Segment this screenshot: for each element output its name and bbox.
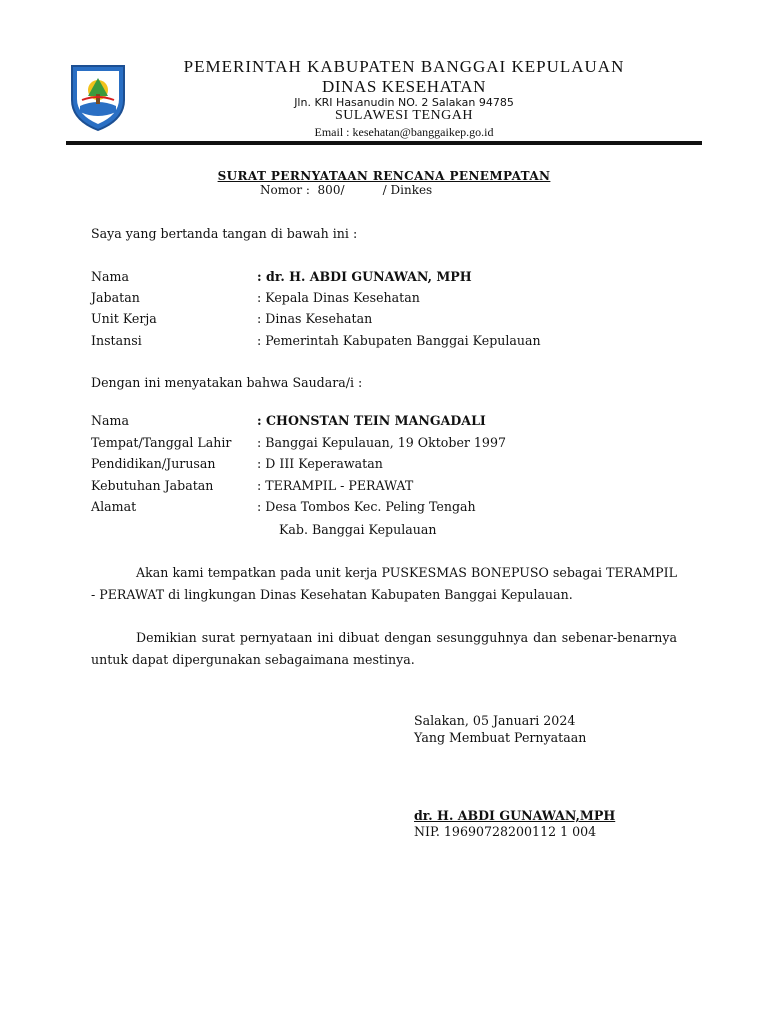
signer-name: dr. H. ABDI GUNAWAN,MPH: [414, 808, 616, 823]
document-number: Nomor : 800/ / Dinkes: [260, 183, 433, 197]
address-continuation: Kab. Banggai Kepulauan: [279, 522, 437, 537]
letterhead-government: PEMERINTAH KABUPATEN BANGGAI KEPULAUAN: [183, 57, 625, 76]
field-label: Alamat: [91, 499, 137, 514]
field-label: Nama: [91, 269, 129, 284]
letterhead-province: SULAWESI TENGAH: [335, 108, 473, 123]
letterhead-email: Email : kesehatan@banggaikep.go.id: [314, 125, 494, 139]
letterhead-address: Jln. KRI Hasanudin NO. 2 Salakan 94785: [294, 96, 514, 109]
field-label: Instansi: [91, 333, 142, 348]
signer-nip: NIP. 19690728200112 1 004: [414, 824, 597, 839]
field-label: Jabatan: [91, 290, 140, 305]
signer-role: Yang Membuat Pernyataan: [414, 730, 587, 745]
field-value: : Banggai Kepulauan, 19 Oktober 1997: [257, 435, 506, 450]
opening-sentence: Saya yang bertanda tangan di bawah ini :: [91, 226, 358, 241]
letterhead-divider: [66, 141, 702, 145]
place-date: Salakan, 05 Januari 2024: [414, 713, 576, 728]
field-value: : TERAMPIL - PERAWAT: [257, 478, 414, 493]
field-value: : D III Keperawatan: [257, 456, 383, 471]
field-label: Nama: [91, 413, 129, 428]
placement-paragraph: Akan kami tempatkan pada unit kerja PUSKESMAS BONEPUSO sebagai TERAMPIL - PERAWAT di lingkungan Dinas Kesehatan Kabupaten Banggai Kepulauan.: [91, 565, 677, 602]
closing-paragraph: Demikian surat pernyataan ini dibuat dengan sesungguhnya dan sebenar-benarnya untuk dapat dipergunakan sebagaimana mestinya.: [91, 630, 677, 667]
letterhead: [0, 0, 768, 150]
field-value: : Desa Tombos Kec. Peling Tengah: [257, 499, 476, 514]
field-label: Unit Kerja: [91, 311, 157, 326]
statement-sentence: Dengan ini menyatakan bahwa Saudara/i :: [91, 375, 363, 390]
document-title: SURAT PERNYATAAN RENCANA PENEMPATAN: [217, 169, 551, 183]
field-label: Tempat/Tanggal Lahir: [91, 435, 232, 450]
field-value: : dr. H. ABDI GUNAWAN, MPH: [257, 269, 472, 284]
field-value: : Pemerintah Kabupaten Banggai Kepulauan: [257, 333, 541, 348]
field-label: Kebutuhan Jabatan: [91, 478, 214, 493]
letterhead-agency: DINAS KESEHATAN: [322, 77, 486, 96]
field-value: : CHONSTAN TEIN MANGADALI: [257, 413, 486, 428]
field-value: : Dinas Kesehatan: [257, 311, 373, 326]
field-value: : Kepala Dinas Kesehatan: [257, 290, 420, 305]
field-label: Pendidikan/Jurusan: [91, 456, 216, 471]
